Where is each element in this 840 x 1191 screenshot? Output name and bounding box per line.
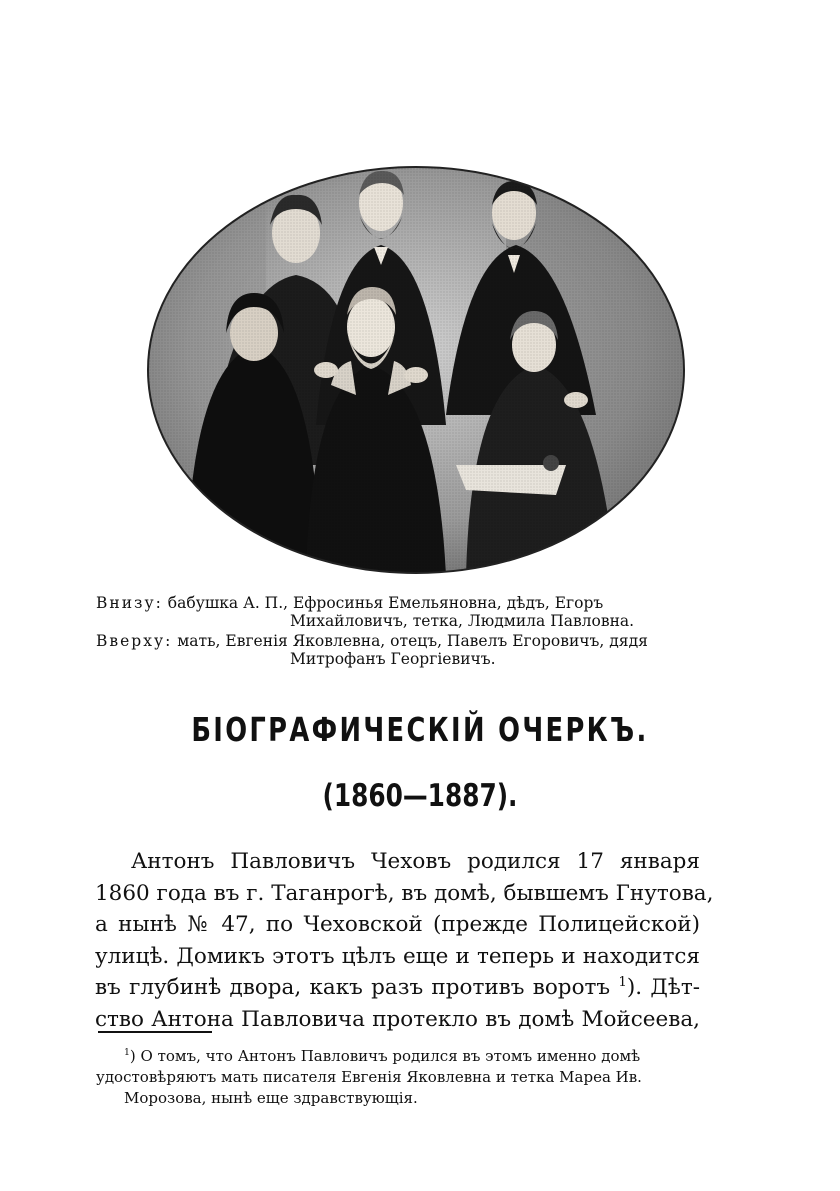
body-line5-tail: ). Дѣт- [626,975,700,1000]
caption-upper-lead: Вверху: [96,632,173,650]
body-line: 1860 года въ г. Таганрогѣ, въ домѣ, бывшемъ Гнутова, [95,880,714,906]
footnote-line1-text: ) О томъ, что Антонъ Павловичъ родился въ этомъ именно домѣ [129,1047,641,1065]
footnote-marker: 1 [124,1047,130,1058]
body-line: ство Антона Павловича протекло въ домѣ Мойсеева, [95,1006,700,1032]
footnote [96,1046,700,1109]
page-subtitle-years: (1860—1887). [322,778,518,814]
footnote-line: удостовѣряютъ мать писателя Евгенія Яковлевна и тетка Мареа Ив. [96,1068,642,1086]
body-line: Антонъ Павловичъ Чеховъ родился 17 января [131,849,700,874]
body-line: а нынѣ № 47, по Чеховской (прежде Полицейской) [95,912,700,937]
caption-lower-line2: Михайловичъ, тетка, Людмила Павловна. [290,612,635,630]
caption-upper-line1 [96,632,716,650]
footnote-reference: 1 [618,974,627,990]
caption-lower-line1 [96,594,716,612]
family-portrait-photo [146,165,686,575]
caption-upper-text: мать, Евгенія Яковлевна, отецъ, Павелъ Егоровичъ, дядя [177,632,648,650]
caption-lower-lead: Внизу: [96,594,163,612]
footnote-line [96,1046,700,1067]
caption-upper-row [96,632,716,668]
body-line [95,972,700,1004]
footnote-divider [98,1031,212,1033]
portrait-illustration [146,165,686,575]
body-line: улицѣ. Домикъ этотъ цѣлъ еще и теперь и находится [95,943,700,969]
caption-upper-line2: Митрофанъ Георгіевичъ. [290,650,496,668]
caption-lower-text: бабушка А. П., Ефросинья Емельяновна, дѣдъ, Егоръ [167,594,604,612]
footnote-line: Морозова, нынѣ еще здравствующія. [124,1089,418,1107]
body-paragraph [95,846,714,1035]
page-title: БІОГРАФИЧЕСКІЙ ОЧЕРКЪ. [191,710,649,749]
caption-lower-row [96,594,716,630]
body-line5-text: въ глубинѣ двора, какъ разъ противъ воротъ [95,975,611,1000]
